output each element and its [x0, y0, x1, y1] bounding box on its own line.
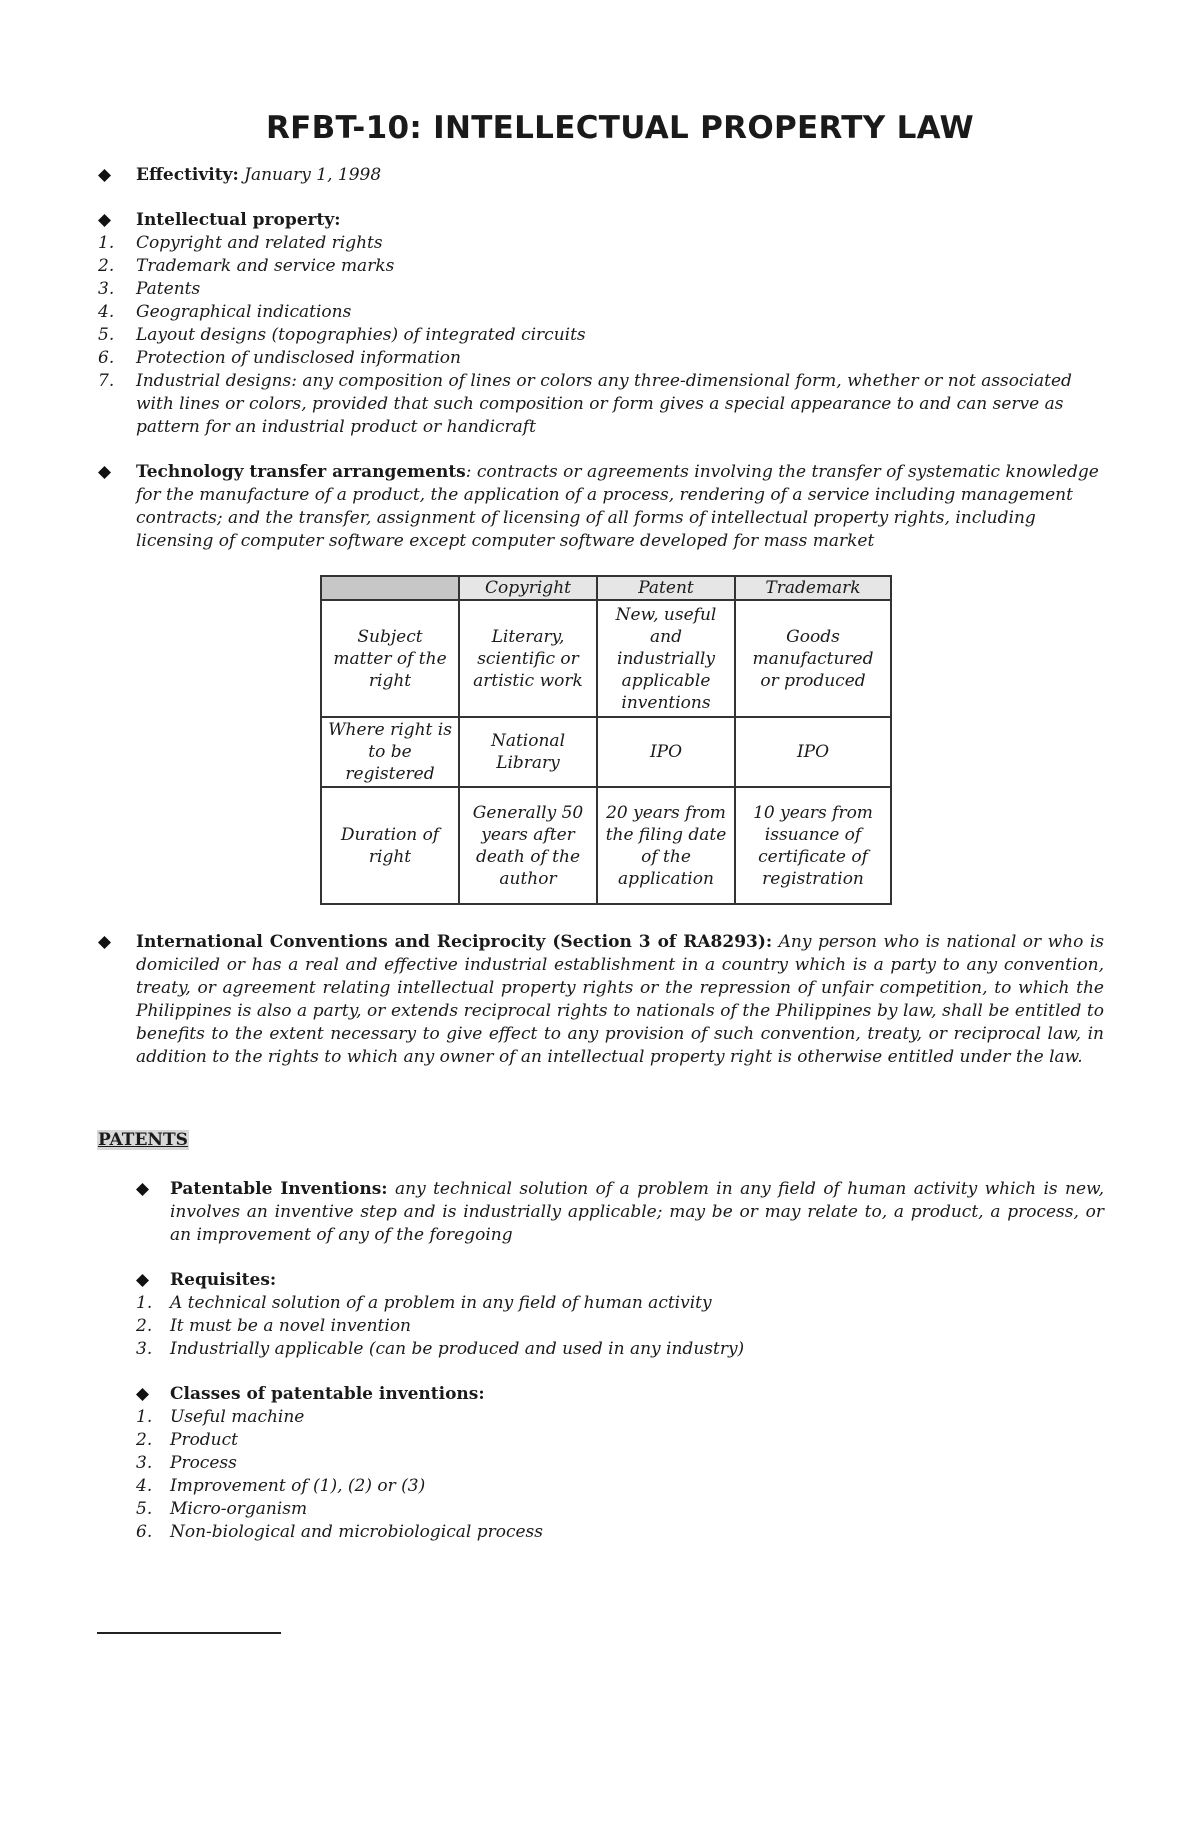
list-item-text: Trademark and service marks: [136, 256, 395, 276]
list-item-text: Layout designs (topographies) of integrated circuits: [136, 325, 586, 345]
list-item-text: A technical solution of a problem in any field of human activity: [170, 1293, 712, 1313]
page-title: RFBT-10: INTELLECTUAL PROPERTY LAW: [265, 110, 975, 146]
table-corner-cell: [321, 576, 459, 600]
requisites-list: [136, 1292, 1104, 1361]
patentable-inventions-section: [170, 1178, 1104, 1247]
table-cell: IPO: [735, 717, 891, 787]
ip-comparison-table: [320, 575, 892, 905]
table-cell: Goods manufactured or produced: [735, 600, 891, 717]
intellectual-property-label: Intellectual property:: [136, 210, 341, 230]
column-header-copyright: Copyright: [459, 576, 597, 600]
diamond-bullet-icon: [136, 1274, 149, 1287]
list-item-text: Copyright and related rights: [136, 233, 383, 253]
technology-transfer-text: : contracts or agreements involving the transfer of systematic knowledge for the manufacture of a product, the application of a process, rendering of a service including management contracts; and the transfer, assignment of licensing of all forms of intellectual property rights, including licensing of computer software except computer software developed for mass market: [136, 462, 1099, 551]
list-item: [98, 232, 1104, 255]
list-item: [98, 324, 1104, 347]
effectivity-section: [136, 164, 1104, 187]
list-item-text: Geographical indications: [136, 302, 352, 322]
list-number: 2.: [136, 1316, 153, 1336]
diamond-bullet-icon: [98, 936, 111, 949]
table-cell: Literary, scientific or artistic work: [459, 600, 597, 717]
diamond-bullet-icon: [98, 169, 111, 182]
technology-transfer-section: [136, 461, 1104, 553]
list-item-text: Protection of undisclosed information: [136, 348, 461, 368]
list-number: 1.: [98, 233, 115, 253]
list-number: 4.: [136, 1476, 153, 1496]
list-item-text: Patents: [136, 279, 201, 299]
patentable-inventions-text: any technical solution of a problem in any field of human activity which is new, involves an inventive step and is industrially applicable; may be or may relate to, a product, a process, or an improvement of any of the foregoing: [170, 1179, 1104, 1245]
list-item: [136, 1429, 1104, 1452]
list-number: 1.: [136, 1407, 153, 1427]
classes-section: [136, 1383, 1104, 1544]
list-number: 4.: [98, 302, 115, 322]
effectivity-label: Effectivity:: [136, 165, 239, 185]
column-header-trademark: Trademark: [735, 576, 891, 600]
classes-list: [136, 1406, 1104, 1544]
list-number: 2.: [136, 1430, 153, 1450]
table-cell: Generally 50 years after death of the author: [459, 787, 597, 904]
list-item-text: Industrially applicable (can be produced and used in any industry): [170, 1339, 745, 1359]
list-number: 1.: [136, 1293, 153, 1313]
international-conventions-section: [136, 931, 1104, 1069]
diamond-bullet-icon: [136, 1388, 149, 1401]
table-cell: 10 years from issuance of certificate of registration: [735, 787, 891, 904]
list-item: [136, 1498, 1104, 1521]
footnote-separator: [97, 1632, 281, 1634]
technology-transfer-label: Technology transfer arrangements: [136, 462, 466, 482]
list-number: 3.: [98, 279, 115, 299]
list-item: [98, 370, 1104, 439]
list-item: [136, 1475, 1104, 1498]
list-item: [136, 1521, 1104, 1544]
table-row: [321, 787, 891, 904]
row-label: Where right is to be registered: [321, 717, 459, 787]
list-number: 6.: [136, 1522, 153, 1542]
row-label: Duration of right: [321, 787, 459, 904]
list-item: [98, 301, 1104, 324]
list-number: 6.: [98, 348, 115, 368]
diamond-bullet-icon: [136, 1183, 149, 1196]
list-item: [136, 1315, 1104, 1338]
list-item: [98, 278, 1104, 301]
international-conventions-label: International Conventions and Reciprocity (Section 3 of RA8293):: [136, 932, 773, 952]
list-item-text: Useful machine: [170, 1407, 305, 1427]
list-item-text: Industrial designs: any composition of lines or colors any three-dimensional form, whether or not associated with lines or colors, provided that such composition or form gives a special appearance to and can serve as pattern for an industrial product or handicraft: [136, 371, 1072, 437]
list-number: 5.: [98, 325, 115, 345]
patentable-inventions-label: Patentable Inventions:: [170, 1179, 388, 1199]
intellectual-property-list: [98, 232, 1104, 439]
effectivity-value: January 1, 1998: [244, 165, 382, 185]
row-label: Subject matter of the right: [321, 600, 459, 717]
table-cell: 20 years from the filing date of the application: [597, 787, 735, 904]
list-number: 7.: [98, 371, 115, 391]
table-row: [321, 600, 891, 717]
patents-content: [136, 1178, 1104, 1544]
list-item-text: Micro-organism: [170, 1499, 308, 1519]
table-row: [321, 717, 891, 787]
list-item: [136, 1406, 1104, 1429]
table-cell: IPO: [597, 717, 735, 787]
list-item-text: It must be a novel invention: [170, 1316, 412, 1336]
requisites-section: [136, 1269, 1104, 1361]
list-item: [136, 1292, 1104, 1315]
list-number: 5.: [136, 1499, 153, 1519]
table-header-row: [321, 576, 891, 600]
list-number: 3.: [136, 1453, 153, 1473]
upper-content: [98, 110, 1104, 1069]
list-item: [136, 1338, 1104, 1361]
list-item: [98, 347, 1104, 370]
intellectual-property-section: [98, 209, 1104, 439]
column-header-patent: Patent: [597, 576, 735, 600]
table-cell: National Library: [459, 717, 597, 787]
diamond-bullet-icon: [98, 214, 111, 227]
list-item-text: Non-biological and microbiological process: [170, 1522, 543, 1542]
list-item-text: Product: [170, 1430, 238, 1450]
diamond-bullet-icon: [98, 466, 111, 479]
international-conventions-text: Any person who is national or who is domiciled or has a real and effective industrial establishment in a country which is a party to any convention, treaty, or agreement relating intellectual property rights or the repression of unfair competition, to which the Philippines is also a party, or extends reciprocal rights to nationals of the Philippines by law, shall be entitled to benefits to the extent necessary to give effect to any provision of such convention, treaty, or reciprocal law, in addition to the rights to which any owner of an intellectual property right is otherwise entitled under the law.: [136, 932, 1104, 1067]
list-item-text: Process: [170, 1453, 237, 1473]
list-item: [136, 1452, 1104, 1475]
classes-label: Classes of patentable inventions:: [170, 1384, 485, 1404]
list-item: [98, 255, 1104, 278]
patents-heading: PATENTS: [98, 1130, 188, 1150]
table-cell: New, useful and industrially applicable inventions: [597, 600, 735, 717]
list-item-text: Improvement of (1), (2) or (3): [170, 1476, 426, 1496]
requisites-label: Requisites:: [170, 1270, 277, 1290]
list-number: 2.: [98, 256, 115, 276]
list-number: 3.: [136, 1339, 153, 1359]
